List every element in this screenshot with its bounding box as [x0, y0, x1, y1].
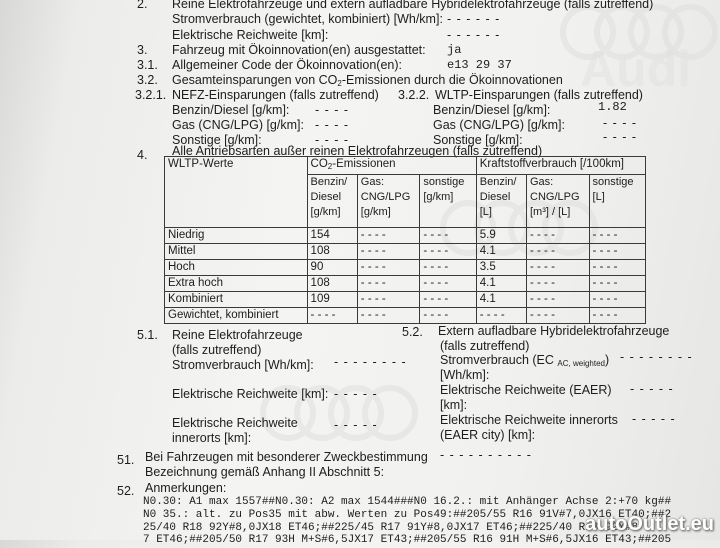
section-51-number: 51.	[117, 453, 135, 467]
s52-consumption-unit: [Wh/km]:	[440, 368, 490, 382]
section-3-number: 3.	[137, 43, 148, 57]
co2-header: $CO_2$-Emissionen	[307, 157, 476, 175]
s52-eaer-label: Elektrische Reichweite (EAER)	[440, 383, 612, 397]
s31-value: e13 29 37	[447, 58, 512, 72]
section-5-2-number: 5.2.	[402, 325, 423, 339]
autooutlet-logo: autoOutlet.eu	[585, 513, 714, 535]
row-label: Gewichtet, kombiniert	[165, 308, 308, 324]
s321-title: NEFZ-Einsparungen (falls zutreffend)	[172, 88, 379, 102]
s322-row-2-value: - - - -	[603, 130, 638, 144]
table-cell: - - - -	[420, 260, 476, 276]
row-label: Kombiniert	[165, 292, 308, 308]
fuel-header: Kraftstoffverbrauch [/100km]	[476, 157, 645, 175]
s2-consumption-label: Stromverbrauch (gewichtet, kombiniert) [Wh/km]:	[172, 12, 443, 26]
table-cell: - - - -	[307, 308, 357, 324]
table-cell: - - - -	[527, 228, 590, 244]
remarks-line-2: N0 35.: alt. zu Pos35 mit abw. Werten zu Pos49:##205/55 R16 91V#7,0JX16 ET40;##2	[143, 509, 672, 521]
s51-city-label-2: innerorts [km]:	[172, 431, 252, 445]
table-cell: 4.1	[476, 276, 526, 292]
table-cell: 3.5	[476, 260, 526, 276]
section-3-2-number: 3.2.	[137, 73, 158, 87]
s52-consumption-label: Stromverbrauch (EC $_{AC, weighted}$)	[440, 353, 610, 368]
s52b-label: Anmerkungen:	[145, 481, 227, 495]
s322-title: WLTP-Einsparungen (falls zutreffend)	[435, 88, 643, 102]
table-header-row	[165, 157, 646, 175]
table-cell: - - - -	[527, 308, 590, 324]
subheader-co2-petrol: Benzin/ Diesel [g/km]	[307, 175, 357, 228]
table-cell: - - - -	[357, 228, 420, 244]
s321-row-2-label: Sonstige [g/km]:	[172, 133, 262, 147]
section-3-2-2-number: 3.2.2.	[398, 88, 430, 102]
table-cell: - - - -	[589, 308, 645, 324]
s322-row-1-value: - - - -	[603, 116, 638, 130]
s51-title-2: (falls zutreffend)	[172, 343, 262, 357]
table-row	[165, 308, 646, 324]
s51-range-label: Elektrische Reichweite [km]:	[172, 387, 329, 401]
table-cell: - - - -	[357, 244, 420, 260]
remarks-line-3: 25/40 R18 92Y#8,0JX18 ET46;##225/45 R17 91Y#8,0JX17 ET46;##225/40 R18 92Y#8	[143, 522, 639, 534]
s52-eaer-unit: [km]:	[440, 398, 468, 412]
s52-title: Extern aufladbare Hybridelektrofahrzeuge	[438, 324, 670, 338]
s51-consumption-value: - - - - - - - -	[334, 355, 407, 369]
s321-row-0-value: - - - -	[315, 103, 350, 117]
table-cell: - - - -	[357, 292, 420, 308]
s2-range-value: - - - - - -	[447, 28, 501, 42]
s51b-value: - - - - - - - - - -	[440, 448, 532, 462]
row-label: Extra hoch	[165, 276, 308, 292]
table-cell: 90	[307, 260, 357, 276]
s51-city-value: - - - - -	[334, 418, 378, 432]
table-cell: - - - -	[527, 276, 590, 292]
s2-range-label: Elektrische Reichweite [km]:	[172, 28, 329, 42]
section-2-title: Reine Elektrofahrzeuge und extern aufladbare Hybridelektrofahrzeuge (falls zutreffend)	[172, 0, 654, 11]
row-label: Hoch	[165, 260, 308, 276]
section-4-number: 4.	[137, 148, 148, 162]
table-row	[165, 228, 646, 244]
subheader-fuel-other: sonstige [L]	[589, 175, 645, 228]
subheader-co2-gas: Gas: CNG/LPG [g/km]	[357, 175, 420, 228]
wltp-header: WLTP-Werte	[165, 157, 308, 228]
table-cell: - - - -	[527, 244, 590, 260]
section-52-number: 52.	[117, 484, 135, 498]
table-cell: 5.9	[476, 228, 526, 244]
s31-label: Allgemeiner Code der Ökoinnovation(en):	[172, 58, 402, 72]
subheader-fuel-gas: Gas: CNG/LPG [m³] / [L]	[527, 175, 590, 228]
emissions-table	[164, 156, 646, 324]
s52-city-label-2: (EAER city) [km]:	[440, 428, 536, 442]
s2-consumption-value: - - - - - -	[447, 12, 501, 26]
s51-title: Reine Elektrofahrzeuge	[172, 328, 303, 342]
s322-row-2-label: Sonstige [g/km]:	[433, 133, 523, 147]
s321-row-1-label: Gas (CNG/LPG) [g/km]:	[172, 118, 304, 132]
s52-eaer-value: - - - - -	[630, 382, 674, 396]
table-cell: - - - -	[589, 292, 645, 308]
s51b-label-2: Bezeichnung gemäß Anhang II Abschnitt 5:	[145, 465, 385, 479]
table-cell: - - - -	[420, 308, 476, 324]
table-row	[165, 244, 646, 260]
subheader-fuel-petrol: Benzin/ Diesel [L]	[476, 175, 526, 228]
table-cell: 154	[307, 228, 357, 244]
table-cell: - - - -	[589, 244, 645, 260]
table-cell: 4.1	[476, 292, 526, 308]
row-label: Mittel	[165, 244, 308, 260]
table-row	[165, 292, 646, 308]
table-cell: - - - -	[589, 276, 645, 292]
section-2-number: 2.	[137, 0, 148, 11]
remarks-line-4: 7 ET46;##205/50 R17 93H M+S#6,5JX17 ET43;##205/55 R16 91H M+S#6,5JX16 ET43;##205	[143, 534, 672, 546]
audi-watermark-text: Audi	[580, 41, 692, 97]
table-cell: - - - -	[589, 260, 645, 276]
s52-title-2: (falls zutreffend)	[440, 339, 530, 353]
table-row	[165, 260, 646, 276]
table-cell: - - - -	[476, 308, 526, 324]
s51-city-label: Elektrische Reichweite	[172, 416, 298, 430]
s322-row-0-value: 1.82	[598, 100, 627, 114]
s4-title: Alle Antriebsarten außer reinen Elektrofahrzeugen (falls zutreffend)	[172, 144, 543, 158]
remarks-line-1: N0.30: A1 max 1557##N0.30: A2 max 1544###N0 16.2.: mit Anhänger Achse 2:+70 kg##	[143, 496, 672, 508]
row-label: Niedrig	[165, 228, 308, 244]
table-cell: - - - -	[357, 260, 420, 276]
table-cell: - - - -	[357, 276, 420, 292]
subheader-co2-other: sonstige [g/km]	[420, 175, 476, 228]
section-3-1-number: 3.1.	[137, 58, 158, 72]
s51-range-value: - - - - -	[334, 387, 378, 401]
table-cell: - - - -	[357, 308, 420, 324]
s3-value: ja	[447, 43, 462, 57]
table-cell: - - - -	[527, 292, 590, 308]
s52-city-label: Elektrische Reichweite innerorts	[440, 413, 618, 427]
table-row	[165, 276, 646, 292]
table-cell: - - - -	[420, 244, 476, 260]
table-cell: 109	[307, 292, 357, 308]
s52-consumption-value: - - - - - - - -	[620, 350, 693, 364]
s322-row-1-label: Gas (CNG/LPG) [g/km]:	[433, 118, 565, 132]
table-cell: - - - -	[420, 276, 476, 292]
s3-label: Fahrzeug mit Ökoinnovation(en) ausgestattet:	[172, 43, 426, 57]
section-5-1-number: 5.1.	[137, 328, 158, 342]
s322-row-0-label: Benzin/Diesel [g/km]:	[433, 103, 551, 117]
s321-row-1-value: - - - -	[315, 118, 350, 132]
table-cell: - - - -	[589, 228, 645, 244]
s32-label: Gesamteinsparungen von $CO_2$-Emissionen durch die Ökoinnovationen	[172, 73, 563, 88]
s321-row-2-value: - - - -	[315, 133, 350, 147]
table-cell: 4.1	[476, 244, 526, 260]
section-3-2-1-number: 3.2.1.	[135, 88, 167, 102]
table-cell: - - - -	[527, 260, 590, 276]
s321-row-0-label: Benzin/Diesel [g/km]:	[172, 103, 290, 117]
table-cell: - - - -	[420, 228, 476, 244]
s51-consumption-label: Stromverbrauch [Wh/km]:	[172, 358, 314, 372]
s52-city-value: - - - - -	[632, 412, 676, 426]
s51b-label: Bei Fahrzeugen mit besonderer Zweckbestimmung	[145, 450, 428, 464]
table-cell: 108	[307, 244, 357, 260]
table-cell: - - - -	[420, 292, 476, 308]
table-cell: 108	[307, 276, 357, 292]
